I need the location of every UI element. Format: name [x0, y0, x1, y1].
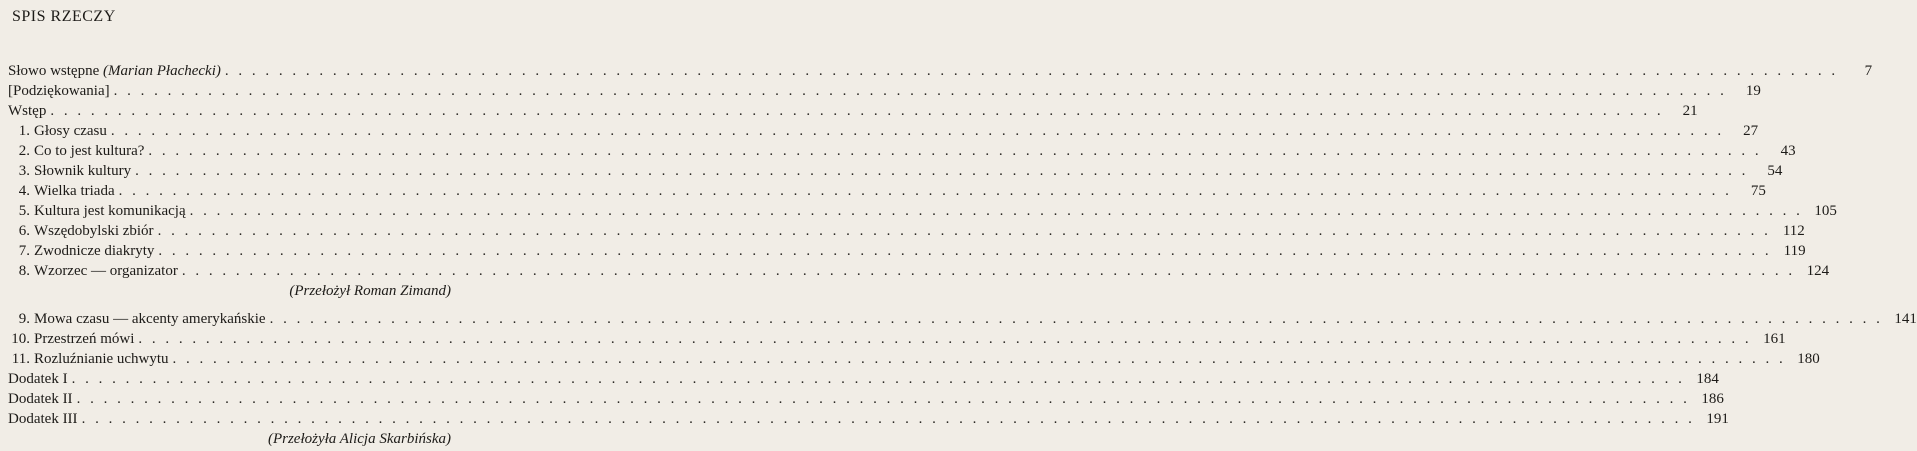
translator-credit: (Przełożyła Alicja Skarbińska) [267, 431, 451, 447]
toc-entry-label [8, 349, 169, 369]
toc-entry-title: Słowo wstępne [8, 63, 100, 79]
toc-entry-page: 191 [1706, 411, 1729, 427]
toc-entry-title: Dodatek III [8, 411, 78, 427]
toc-entry-title: Słownik kultury [34, 163, 132, 179]
toc-entry-number: 3. [18, 163, 30, 179]
toc-entry [8, 181, 1766, 201]
toc-entry-title: Przestrzeń mówi [34, 331, 135, 347]
toc-entry-page: 186 [1701, 391, 1724, 407]
translator-credit: (Przełożył Roman Zimand) [289, 283, 451, 299]
toc-entry-title: Rozluźnianie uchwytu [34, 351, 169, 367]
toc-entry-label [8, 329, 134, 349]
section-gap [8, 301, 465, 309]
toc-entry [8, 121, 1759, 141]
toc-entry-number: 8. [18, 263, 30, 279]
dot-leader: . . . . . . . . . . . . . . . . . . . . . . . . . . . . . . . . . . . . . . . . . . . . . . . . . . . . . . . . . . . . . . . . . . . . . . . . . . . . . . . . . . . . . . . . . . . . . . . . . . . . . . . . . . . . . . . . . . . . . . . . [158, 243, 1772, 259]
dot-leader: . . . . . . . . . . . . . . . . . . . . . . . . . . . . . . . . . . . . . . . . . . . . . . . . . . . . . . . . . . . . . . . . . . . . . . . . . . . . . . . . . . . . . . . . . . . . . . . . . . . . . . . . . . . . . . . . . . . . . . . . [189, 203, 1803, 219]
toc-entry-label [8, 221, 154, 241]
dot-leader: . . . . . . . . . . . . . . . . . . . . . . . . . . . . . . . . . . . . . . . . . . . . . . . . . . . . . . . . . . . . . . . . . . . . . . . . . . . . . . . . . . . . . . . . . . . . . . . . . . . . . . . . . . . . . . . . . . . . . . . . [269, 311, 1883, 327]
toc-entry-page: 161 [1763, 331, 1786, 347]
toc-entry-label [8, 369, 68, 389]
dot-leader: . . . . . . . . . . . . . . . . . . . . . . . . . . . . . . . . . . . . . . . . . . . . . . . . . . . . . . . . . . . . . . . . . . . . . . . . . . . . . . . . . . . . . . . . . . . . . . . . . . . . . . . . . . . . . . . . . . . . . . . . [71, 371, 1685, 387]
toc-entry-page: 119 [1783, 243, 1806, 259]
toc-entry-number: 7. [18, 243, 30, 259]
toc-entry-number: 1. [18, 123, 30, 139]
toc-entry-page: 105 [1814, 203, 1837, 219]
toc-entry-page: 27 [1743, 123, 1759, 139]
toc-entry-number: 6. [18, 223, 30, 239]
toc-entry [8, 389, 1724, 409]
dot-leader: . . . . . . . . . . . . . . . . . . . . . . . . . . . . . . . . . . . . . . . . . . . . . . . . . . . . . . . . . . . . . . . . . . . . . . . . . . . . . . . . . . . . . . . . . . . . . . . . . . . . . . . . . . . . . . . . . . . . . . . . [224, 63, 1839, 79]
toc-entry-title: Wstęp [8, 103, 47, 119]
toc-entry-title: Wszędobylski zbiór [34, 223, 154, 239]
toc-entry-title: Co to jest kultura? [34, 143, 145, 159]
dot-leader: . . . . . . . . . . . . . . . . . . . . . . . . . . . . . . . . . . . . . . . . . . . . . . . . . . . . . . . . . . . . . . . . . . . . . . . . . . . . . . . . . . . . . . . . . . . . . . . . . . . . . . . . . . . . . . . . . . . . . . . . [148, 143, 1762, 159]
toc-entry [8, 369, 1719, 389]
dot-leader: . . . . . . . . . . . . . . . . . . . . . . . . . . . . . . . . . . . . . . . . . . . . . . . . . . . . . . . . . . . . . . . . . . . . . . . . . . . . . . . . . . . . . . . . . . . . . . . . . . . . . . . . . . . . . . . . . . . . . . . . [181, 263, 1796, 279]
toc-entry-page: 75 [1750, 183, 1766, 199]
dot-leader: . . . . . . . . . . . . . . . . . . . . . . . . . . . . . . . . . . . . . . . . . . . . . . . . . . . . . . . . . . . . . . . . . . . . . . . . . . . . . . . . . . . . . . . . . . . . . . . . . . . . . . . . . . . . . . . . . . . . . . . . [135, 163, 1749, 179]
toc-entry-title: Głosy czasu [34, 123, 107, 139]
toc-entry-label [8, 309, 266, 329]
toc-entry-page: 112 [1782, 223, 1805, 239]
toc-entry [8, 221, 1805, 241]
toc-entry-title: Mowa czasu — akcenty amerykańskie [34, 311, 266, 327]
toc-entry [8, 309, 1917, 329]
toc-entry-page: 141 [1894, 311, 1917, 327]
toc-entry-label [8, 181, 115, 201]
toc-entry [8, 261, 1830, 281]
toc-entry-title: Wielka triada [34, 183, 115, 199]
toc-entry-label [8, 101, 46, 121]
toc-entry [8, 101, 1698, 121]
toc-entry-label [8, 261, 178, 281]
toc-entry-number: 9. [18, 311, 30, 327]
toc-entry-number: 11. [11, 351, 30, 367]
toc-entry-page: 43 [1780, 143, 1796, 159]
toc-entry-page: 184 [1696, 371, 1719, 387]
toc-entry [8, 409, 1729, 429]
toc-entry-number: 4. [18, 183, 30, 199]
toc-entry-label [8, 161, 131, 181]
dot-leader: . . . . . . . . . . . . . . . . . . . . . . . . . . . . . . . . . . . . . . . . . . . . . . . . . . . . . . . . . . . . . . . . . . . . . . . . . . . . . . . . . . . . . . . . . . . . . . . . . . . . . . . . . . . . . . . . . . . . . . . . [50, 103, 1664, 119]
toc-entry-page: 124 [1806, 263, 1830, 279]
dot-leader: . . . . . . . . . . . . . . . . . . . . . . . . . . . . . . . . . . . . . . . . . . . . . . . . . . . . . . . . . . . . . . . . . . . . . . . . . . . . . . . . . . . . . . . . . . . . . . . . . . . . . . . . . . . . . . . . . . . . . . . . [118, 183, 1732, 199]
toc-entry-title: Dodatek I [8, 371, 68, 387]
toc-entry [8, 61, 1873, 81]
toc-entry [8, 141, 1796, 161]
dot-leader: . . . . . . . . . . . . . . . . . . . . . . . . . . . . . . . . . . . . . . . . . . . . . . . . . . . . . . . . . . . . . . . . . . . . . . . . . . . . . . . . . . . . . . . . . . . . . . . . . . . . . . . . . . . . . . . . . . . . . . . . [157, 223, 1771, 239]
toc-entry-page: 180 [1797, 351, 1820, 367]
toc-entry [8, 241, 1806, 261]
dot-leader: . . . . . . . . . . . . . . . . . . . . . . . . . . . . . . . . . . . . . . . . . . . . . . . . . . . . . . . . . . . . . . . . . . . . . . . . . . . . . . . . . . . . . . . . . . . . . . . . . . . . . . . . . . . . . . . . . . . . . . . . [172, 351, 1786, 367]
toc-entry-page: 54 [1767, 163, 1783, 179]
toc-entry-number: 10. [11, 331, 30, 347]
toc-entry [8, 161, 1783, 181]
toc-entry-page: 7 [1864, 63, 1873, 79]
page-title: SPIS RZECZY [12, 8, 116, 25]
dot-leader: . . . . . . . . . . . . . . . . . . . . . . . . . . . . . . . . . . . . . . . . . . . . . . . . . . . . . . . . . . . . . . . . . . . . . . . . . . . . . . . . . . . . . . . . . . . . . . . . . . . . . . . . . . . . . . . . . . . . . . . . [138, 331, 1752, 347]
toc-entry-label [8, 141, 144, 161]
toc-entry-label [8, 61, 221, 81]
toc-entry-author: (Marian Płachecki) [103, 63, 221, 79]
dot-leader: . . . . . . . . . . . . . . . . . . . . . . . . . . . . . . . . . . . . . . . . . . . . . . . . . . . . . . . . . . . . . . . . . . . . . . . . . . . . . . . . . . . . . . . . . . . . . . . . . . . . . . . . . . . . . . . . . . . . . . . . [110, 123, 1725, 139]
toc-entry-number: 2. [18, 143, 30, 159]
toc-entry-title: [Podziękowania] [8, 83, 110, 99]
dot-leader: . . . . . . . . . . . . . . . . . . . . . . . . . . . . . . . . . . . . . . . . . . . . . . . . . . . . . . . . . . . . . . . . . . . . . . . . . . . . . . . . . . . . . . . . . . . . . . . . . . . . . . . . . . . . . . . . . . . . . . . . [76, 391, 1690, 407]
toc-entry-label [8, 241, 154, 261]
toc-entry-page: 21 [1682, 103, 1698, 119]
toc-entry [8, 349, 1820, 369]
toc-entry [8, 81, 1761, 101]
toc-entry-label [8, 201, 186, 221]
toc-entry [8, 329, 1786, 349]
toc-entry-title: Dodatek II [8, 391, 73, 407]
toc-entry-label [8, 389, 73, 409]
table-of-contents [8, 61, 1917, 449]
toc-entry-label [8, 81, 110, 101]
toc-entry-number: 5. [18, 203, 30, 219]
toc-entry-title: Wzorzec — organizator [34, 263, 178, 279]
toc-entry-title: Kultura jest komunikacją [34, 203, 186, 219]
toc-entry-title: Zwodnicze diakryty [34, 243, 155, 259]
toc-entry [8, 201, 1837, 221]
dot-leader: . . . . . . . . . . . . . . . . . . . . . . . . . . . . . . . . . . . . . . . . . . . . . . . . . . . . . . . . . . . . . . . . . . . . . . . . . . . . . . . . . . . . . . . . . . . . . . . . . . . . . . . . . . . . . . . . . . . . . . . . [81, 411, 1695, 427]
toc-entry-page: 19 [1745, 83, 1761, 99]
dot-leader: . . . . . . . . . . . . . . . . . . . . . . . . . . . . . . . . . . . . . . . . . . . . . . . . . . . . . . . . . . . . . . . . . . . . . . . . . . . . . . . . . . . . . . . . . . . . . . . . . . . . . . . . . . . . . . . . . . . . . . . . [113, 83, 1727, 99]
toc-entry-label [8, 121, 107, 141]
toc-entry-label [8, 409, 78, 429]
